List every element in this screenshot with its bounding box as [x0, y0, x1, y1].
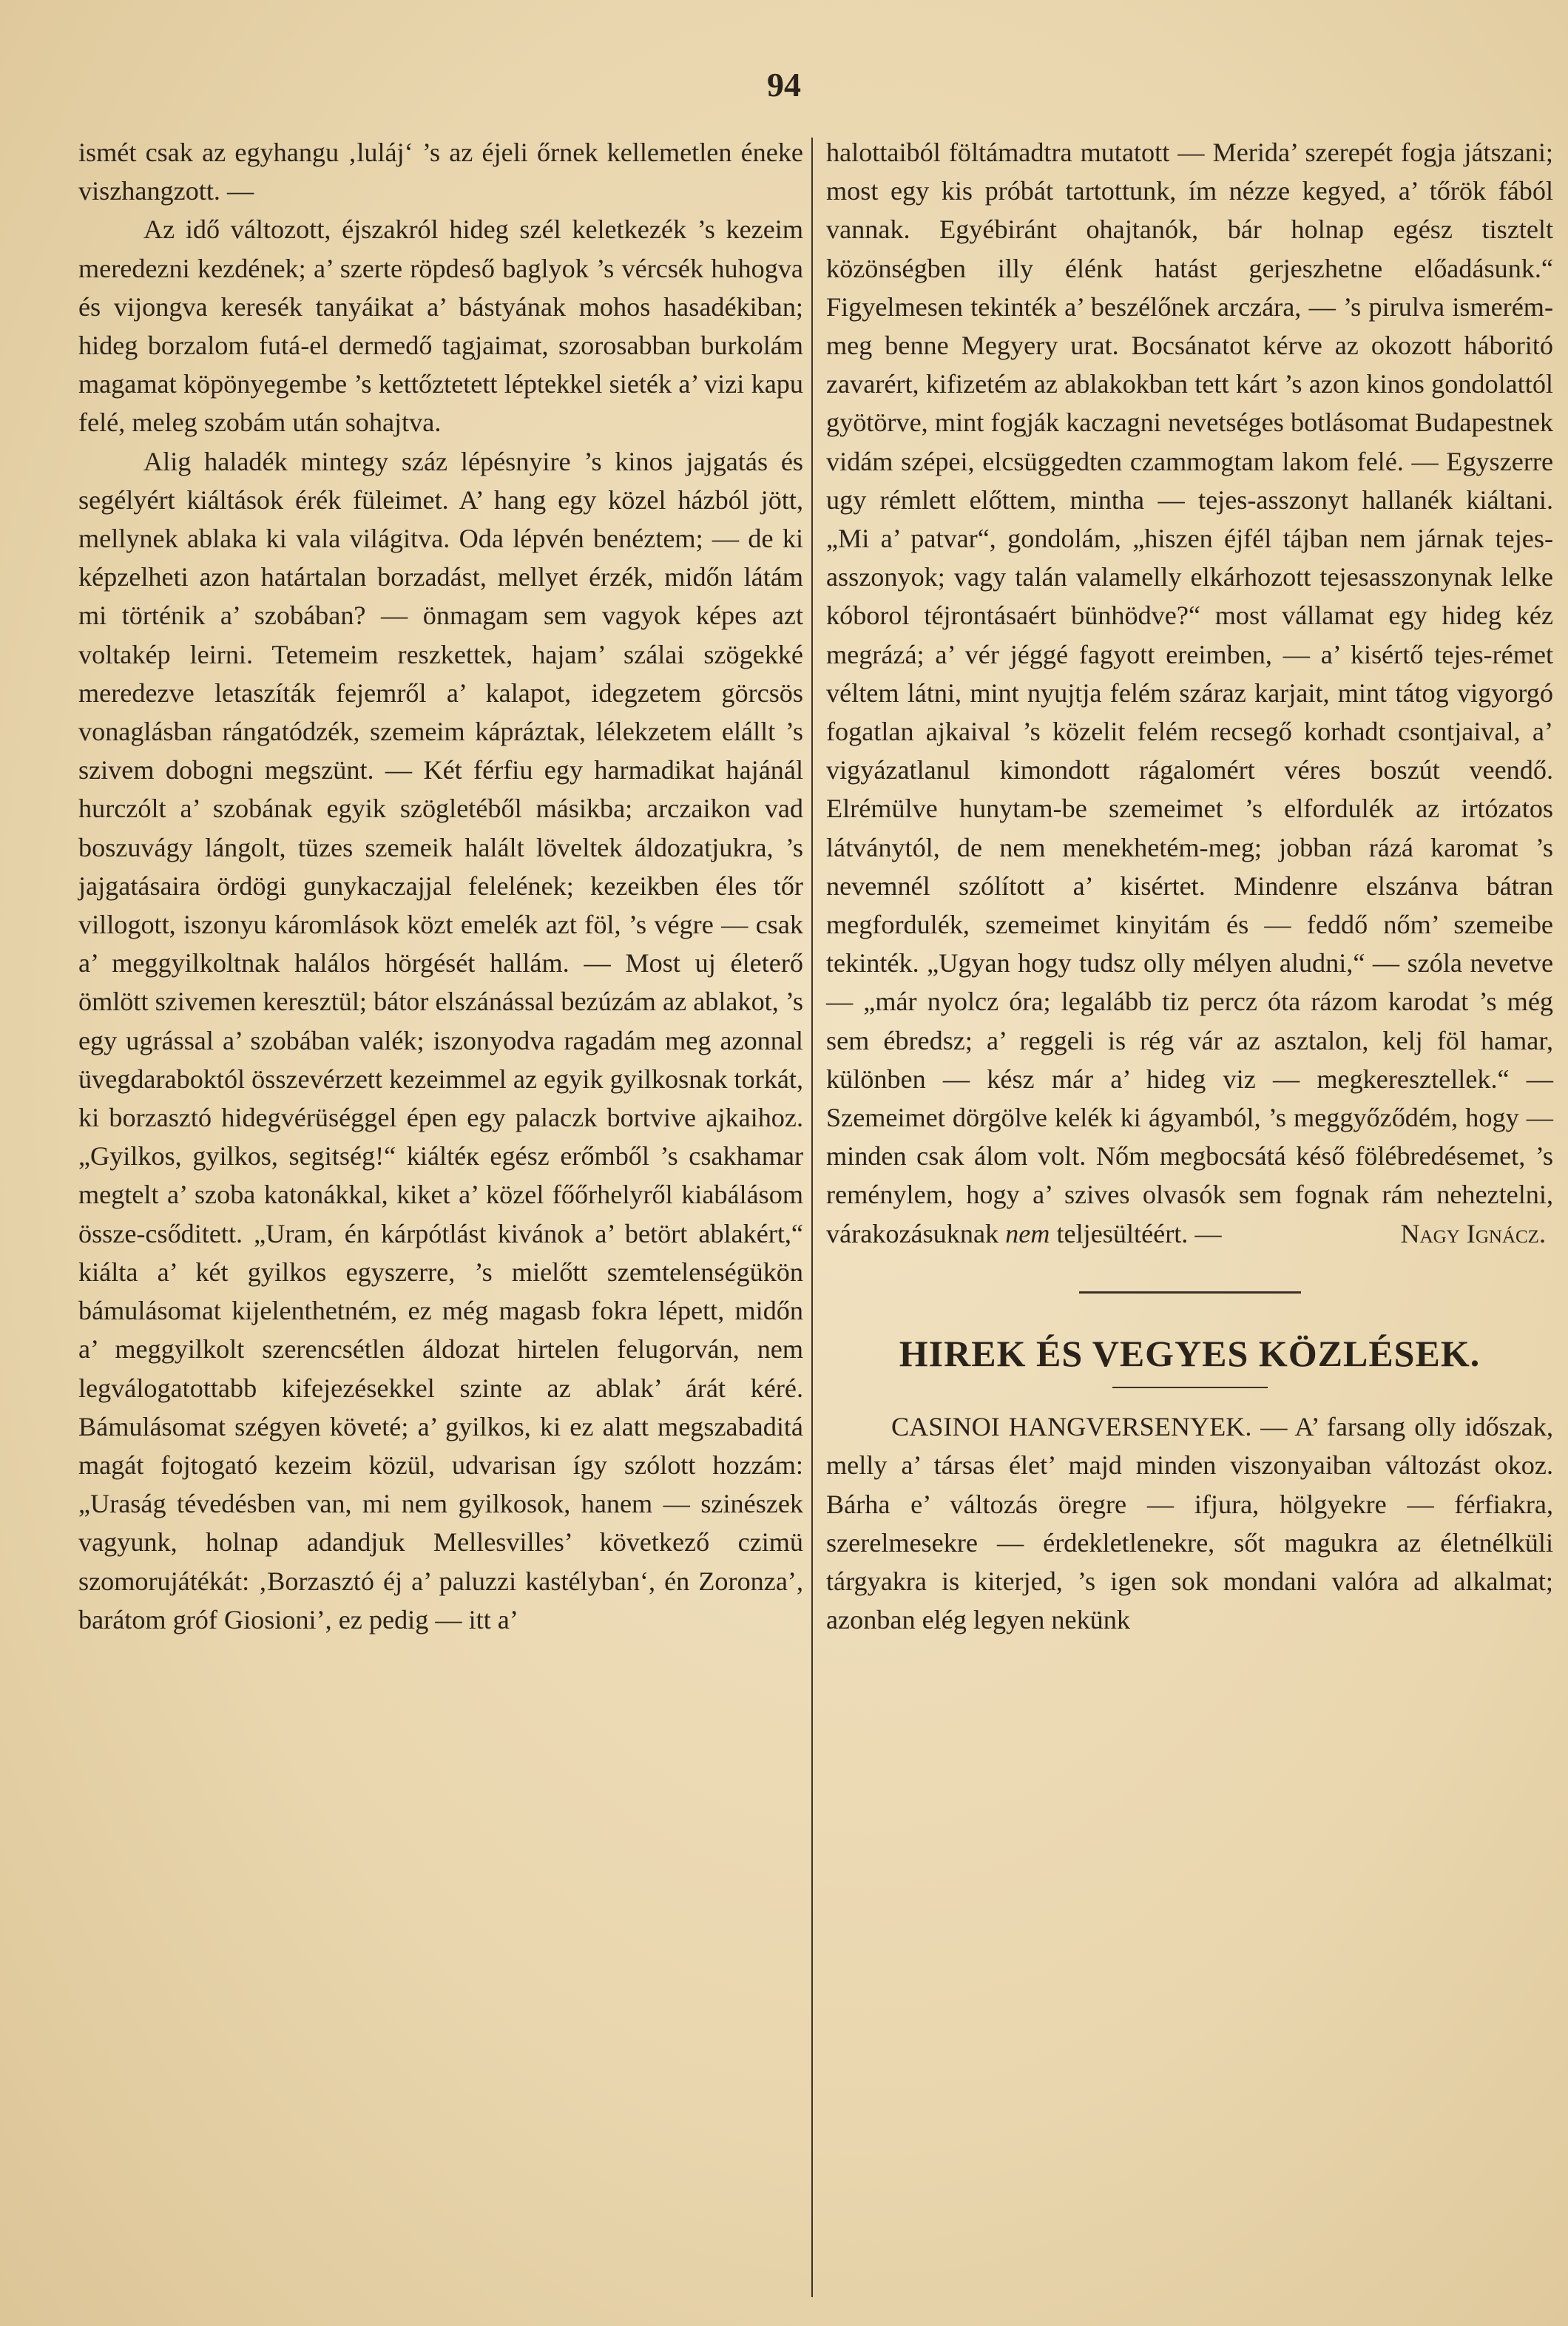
- right-column: [826, 133, 1553, 1639]
- left-column: [78, 133, 803, 1639]
- paragraph-continued: ismét csak az egyhangu ‚luláj‘ ’s az éjeli őrnek kellemetlen éneke viszhangzott. —: [78, 138, 803, 206]
- column-divider: [811, 138, 813, 2297]
- section-title: HIREK ÉS VEGYES KÖZLÉSEK.: [899, 1333, 1481, 1375]
- news-item: [826, 1407, 1553, 1639]
- title-underline: [1112, 1387, 1268, 1388]
- paragraph: Az idő változott, éjszakról hideg szél keletkezék ’s kezeim meredezni kezdének; a’ szerte röpdeső baglyok ’s vércsék huhogva és vijongva keresék tanyáikat a’ bástyának mohos hasadékiban; hideg borzalom futá-el dermedő tagjaimat, szorosabban burkolám magamat köpönyegembe ’s kettőztetett léptekkel sieték a’ vizi kapu felé, meleg szobám után sohajtva.: [78, 214, 803, 438]
- story-text-end: teljesültéért. —: [1050, 1218, 1222, 1248]
- author-signature: Nagy Ignácz.: [1400, 1218, 1546, 1248]
- story-text: halottaiból föltámadtra mutatott — Merida’ szerepét fogja játszani; most egy kis próbát tartottunk, ím nézze kegyed, a’ tőrök fából vannak. Egyébiránt ohajtanók, bár holnap egész tisztelt közönségben illy élénk hatást gerjeszhetne előadásunk.“ Figyelmesen tekinték a’ beszélőnek arczára, — ’s pirulva ismerém-meg benne Megyery urat. Bocsánatot kérve az okozott háboritó zavarért, kifizetém az ablakokban tett kárt ’s azon kinos gondolattól gyötörve, mint fogják kaczagni nevetséges botlásomat Budapestnek vidám szépei, elcsüggedten czammogtam lakom felé. — Egyszerre ugy rémlett előttem, mintha — tejes-asszonyt hallanék kiáltani. „Mi a’ patvar“, gondolám, „hiszen éjfél tájban nem járnak tejes-asszonyok; vagy talán valamelly elkárhozott tejesasszonynak lelke kóborol téjrontásaért bünhödve?“ most vállamat egy hideg kéz megrázá; a’ vér jéggé fagyott ereimben, — a’ kisértő tejes-rémet véltem látni, mint nyujtja felém száraz karjait, mint tátog vigyorgó fogatlan ajkaival ’s közelit felém recsegő korhadt csontjaival, a’ vigyázatlanul kimondott rágalomért véres boszút veendő. Elrémülve hunytam-be szemeimet ’s elfordulék az irtózatos látványtól, de nem menekhetém-meg; jobban rázá karomat ’s nevemnél szólított a’ kisértet. Mindenre elszánva bátran megfordulék, szemeimet kinyitám és — feddő nőm’ szemeibe tekinték. „Ugyan hogy tudsz olly mélyen aludni,“ — szóla nevetve — „már nyolcz óra; legalább tiz percz óta rázom karodat ’s még sem ébredsz; a’ reggeli is rég vár az asztalon, kelj föl hamar, különben — kész már a’ hideg viz — megkeresztellek.“ — Szemeimet dörgölve kelék ki ágyamból, ’s meggyőződém, hogy — minden csak álom volt. Nőm megbocsátá késő fölébredésemet, ’s reménylem, hogy a’ szives olvasók sem fognak rám neheztelni, várakozásuknak: [826, 138, 1553, 1248]
- paragraph-continued: [826, 133, 1553, 1253]
- news-headline: CASINOI HANGVERSENYEK.: [891, 1412, 1252, 1442]
- emphasized-word: nem: [1005, 1218, 1050, 1248]
- news-text: — A’ farsang olly időszak, melly a’ társas élet’ majd minden viszonyaiban változást okoz. Bárha e’ változás öregre — ifjura, hölgyekre — férfiakra, szerelmesekre — érdekletlenekre, sőt magukra az életnélküli tárgyakra is kiterjed, ’s igen sok mondani valóra ad alkalmat; azonban elég legyen nekünk: [826, 1412, 1553, 1635]
- paragraph: Alig haladék mintegy száz lépésnyire ’s kinos jajgatás és segélyért kiáltások érék füleimet. A’ hang egy közel házból jött, mellynek ablaka ki vala világitva. Oda lépvén benéztem; — de ki képzelheti azon határtalan borzadást, mellyet érzék, midőn látám mi történik a’ szobában? — önmagam sem vagyok képes azt voltakép leirni. Tetemeim reszkettek, hajam’ szálai szögekké meredezve letaszíták fejemről a’ kalapot, idegzetem görcsös vonaglásban rángatódzék, szemeim kápráztak, lélekzetem elállt ’s szivem dobogni megszünt. — Két férfiu egy harmadikat hajánál hurczólt a’ szobának egyik szögletéből másikba; arczaikon vad boszuvágy lángolt, tüzes szemeik halált löveltek áldozatjukra, ’s jajgatásaira ördögi gunykaczajjal felelének; kezeikben éles tőr villogott, iszonyu káromlások közt emelék azt föl, ’s végre — csak a’ meggyilkoltnak halálos hörgését hallám. — Most uj életerő ömlött szivemen keresztül; bátor elszánással bezúzám az ablakot, ’s egy ugrással a’ szobában valék; iszonyodva ragadám meg azonnal üvegdaraboktól összevérzett kezeimmel az egyik gyilkosnak torkát, ki borzasztó hidegvérüséggel épen egy palaczk bortvive ajkaihoz. „Gyilkos, gyilkos, segitség!“ kiáltéк egész erőmből ’s csakhamar megtelt a’ szoba katonákkal, kiket a’ közel főőrhelyről kiabálásom össze-csőditett. „Uram, én kárpótlást kivánok a’ betört ablakért,“ kiálta a’ két gyilkos egyszerre, ’s mielőtt szemtelenségükön bámulásomat kijelenthetném, ez még magasb fokra lépett, midőn a’ meggyilkolt szerencsétlen áldozat hirtelen felugorván, nem legválogatottabb kifejezésekkel szinte az ablak’ árát kéré. Bámulásomat szégyen követé; a’ gyilkos, ki ez alatt megszabaditá magát fojtogató kezeim közül, udvarisan így szólott hozzám: „Uraság tévedésben van, mi nem gyilkosok, hanem — szinészek vagyunk, holnap adandjuk Mellesvilles’ következő czimü szomorujátékát: ‚Borzasztó éj a’ paluzzi kastélyban‘, én Zoronza’, barátom gróf Giosioni’, ez pedig — itt a’: [78, 446, 803, 1634]
- page-number: 94: [767, 66, 801, 104]
- section-separator: [1079, 1291, 1301, 1294]
